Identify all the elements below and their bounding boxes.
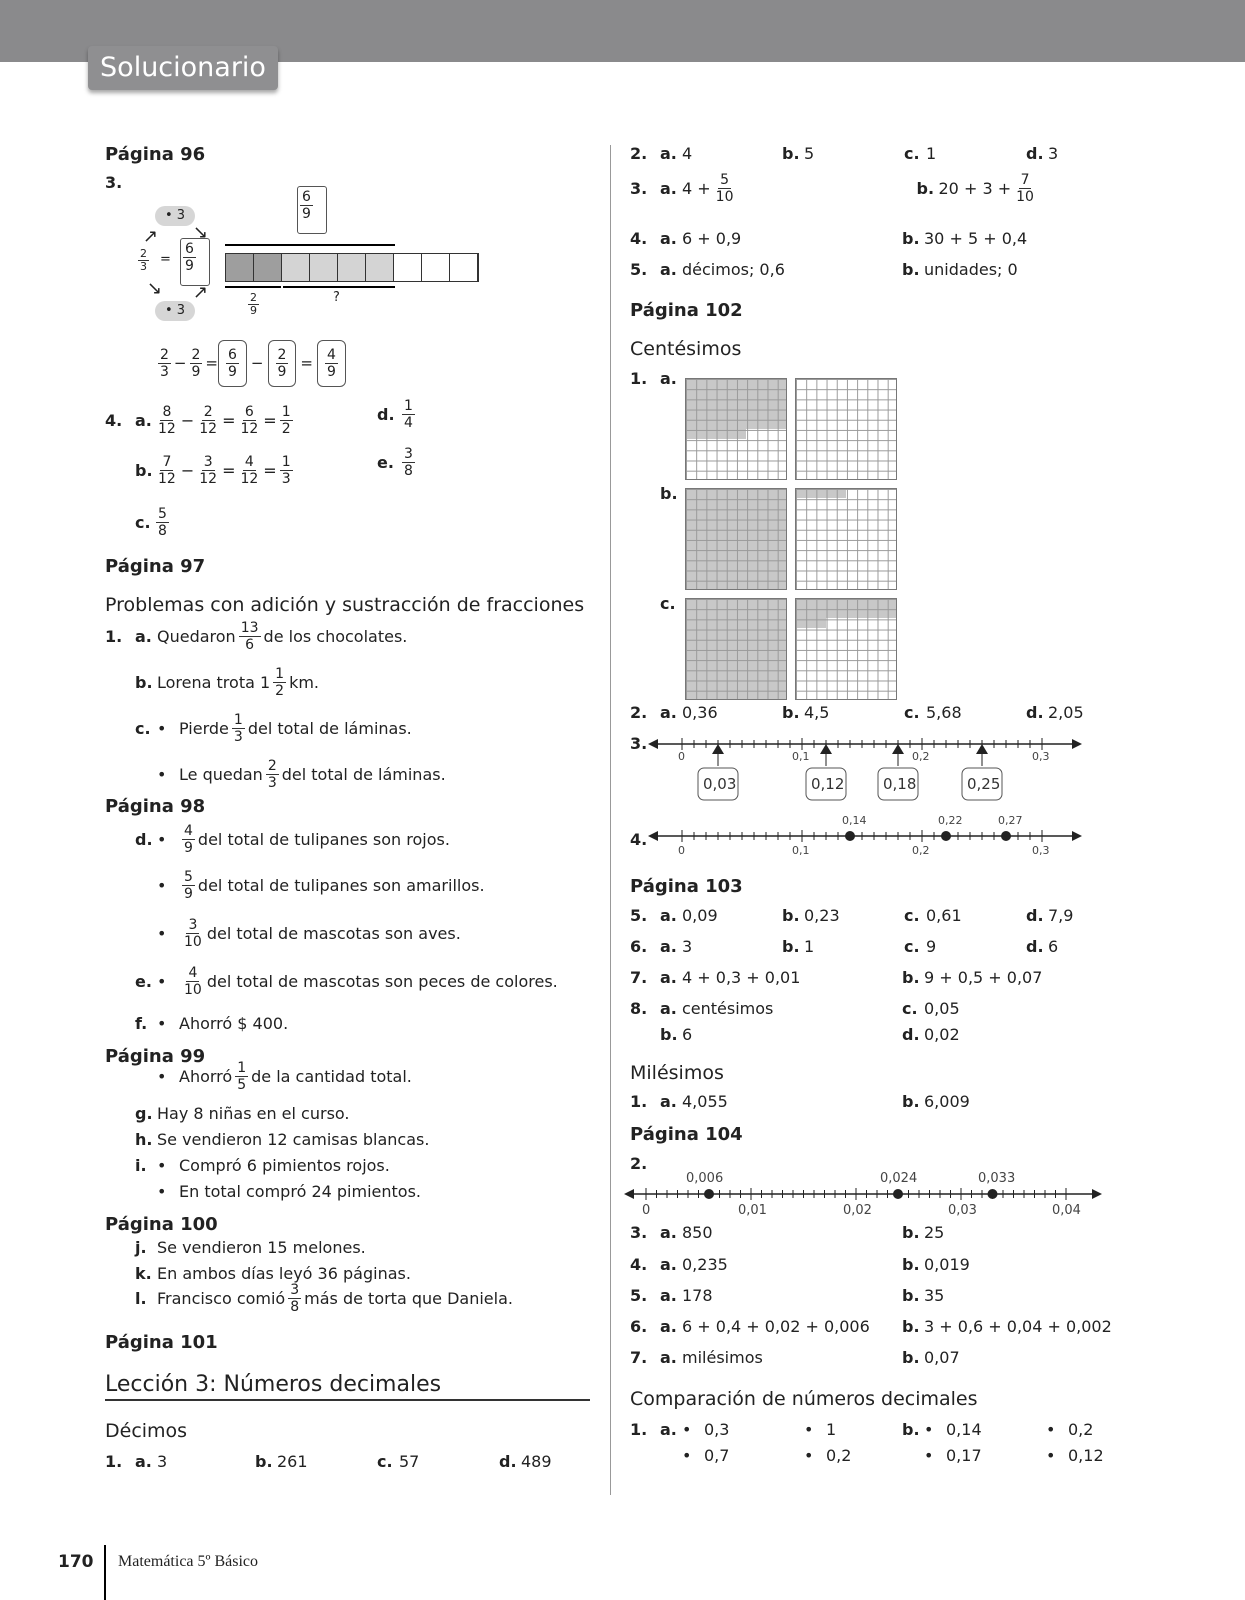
point-label: 0,27 — [998, 814, 1023, 827]
footer-divider — [104, 1545, 106, 1600]
answer-row: 4. a. 6 + 0,9 b. 30 + 5 + 0,4 — [630, 229, 1028, 248]
point-marker — [893, 1189, 903, 1199]
answer-row: 6. a. 3 b. 1 c. 9 d. 6 — [630, 937, 1059, 956]
answer-row: 1. a. 4,055 b. 6,009 — [630, 1092, 970, 1111]
answer-row: 8. a. centésimos c. 0,05 — [630, 999, 960, 1018]
answer-box: 0,18 — [883, 775, 917, 793]
grid-label-c: c. — [660, 594, 676, 613]
arrow-icon: ↘ — [193, 222, 209, 243]
heading-p100: Página 100 — [105, 1214, 218, 1235]
answer-row: 5. a. décimos; 0,6 b. unidades; 0 — [630, 260, 1018, 279]
hundred-grid — [685, 378, 787, 480]
section-badge: Solucionario — [88, 46, 278, 90]
q2-number: 2. — [630, 1154, 648, 1173]
tick-label: 0 — [678, 844, 685, 857]
bracket — [225, 244, 395, 246]
multiplier-bottom: • 3 — [155, 301, 195, 321]
point-marker — [845, 831, 855, 841]
answer-box: 0,12 — [811, 775, 845, 793]
answer-row: i. • Compró 6 pimientos rojos. — [135, 1156, 390, 1175]
answer-row: 1. a. 3 b. 261 c. 57 d. 489 — [105, 1452, 552, 1471]
answer-row: • En total compró 24 pimientos. — [157, 1182, 421, 1201]
fraction: $\frac{6}{9}$ — [228, 346, 237, 380]
answer-row: 5. a. 0,09 b. 0,23 c. 0,61 d. 7,9 — [630, 906, 1074, 925]
tick-label: 0,02 — [843, 1203, 872, 1218]
hundred-grid — [685, 488, 787, 590]
number-line-4 — [646, 812, 1086, 860]
answer-row: 7. a. 4 + 0,3 + 0,01 b. 9 + 0,5 + 0,07 — [630, 968, 1043, 987]
tick-label: 0,1 — [792, 844, 810, 857]
tick-label: 0,2 — [912, 750, 930, 763]
answer-row: h. Se vendieron 12 camisas blancas. — [135, 1130, 430, 1149]
answer-row: e. • $\frac{4}{10}$ del total de mascotas son peces de colores. — [135, 965, 558, 998]
tick-label: 0,03 — [948, 1203, 977, 1218]
heading-p102: Página 102 — [630, 300, 743, 321]
bracket — [225, 286, 281, 288]
heading-p99: Página 99 — [105, 1046, 206, 1067]
q4e-row: e. $\frac{3}{8}$ — [377, 446, 413, 479]
answer-box: 0,25 — [967, 775, 1001, 793]
point-marker — [704, 1189, 714, 1199]
section-title: Milésimos — [630, 1062, 724, 1084]
answer-row: f. • Ahorró $ 400. — [135, 1014, 289, 1033]
fraction: $\frac{4}{9}$ — [327, 346, 336, 380]
answer-row: g. Hay 8 niñas en el curso. — [135, 1104, 350, 1123]
equals-sign: = — [160, 252, 171, 267]
fraction: $\frac{6}{9}$ — [302, 189, 311, 222]
q4a-row: 4. a. $\frac{8}{12}$ − $\frac{2}{12}$ = $\frac{6}{12}$ = $\frac{1}{2}$ — [105, 404, 291, 437]
point-label: 0,024 — [880, 1171, 918, 1186]
section-title: Décimos — [105, 1420, 188, 1442]
grid-label-a: 1. a. — [630, 369, 677, 388]
heading-p104: Página 104 — [630, 1124, 743, 1145]
tick-label: 0,04 — [1052, 1203, 1081, 1218]
answer-row: • $\frac{3}{10}$ del total de mascotas son aves. — [157, 917, 461, 950]
answer-row: 3. a. 4 + $\frac{5}{10}$ b. 20 + 3 + $\frac{7}{10}$ — [630, 172, 1034, 205]
answer-box: 0,03 — [703, 775, 737, 793]
answer-row: d. • $\frac{4}{9}$ del total de tulipanes son rojos. — [135, 823, 450, 856]
fraction-box — [297, 186, 327, 234]
q4c-row: c. $\frac{5}{8}$ — [135, 506, 167, 539]
answer-row: • Le quedan $\frac{2}{3}$ del total de láminas. — [157, 758, 446, 791]
hundred-grid — [795, 488, 897, 590]
point-label: 0,14 — [842, 814, 867, 827]
answer-row: • Ahorró $\frac{1}{5}$ de la cantidad total. — [157, 1060, 412, 1093]
bar-model — [225, 253, 479, 282]
heading-p98: Página 98 — [105, 796, 206, 817]
fraction: $\frac{2}{9}$ — [277, 346, 287, 380]
grid-label-b: b. — [660, 484, 678, 503]
tick-label: 0,01 — [738, 1203, 767, 1218]
q3-number: 3. — [105, 173, 123, 192]
answer-row: 5. a. 178 b. 35 — [630, 1286, 945, 1305]
answer-row: 7. a. milésimos b. 0,07 — [630, 1348, 960, 1367]
tick-label: 0 — [642, 1203, 651, 1218]
heading-p96: Página 96 — [105, 144, 206, 165]
bracket — [283, 286, 395, 288]
question-mark: ? — [333, 290, 340, 305]
fraction: $\frac{2}{9}$ — [191, 346, 201, 380]
arrow-icon: ↗ — [193, 282, 209, 303]
tick-label: 0,3 — [1032, 750, 1050, 763]
number-line-3 — [646, 730, 1086, 810]
fraction: $\frac{6}{9}$ — [185, 241, 194, 274]
answer-row: b. Lorena trota 1 $\frac{1}{2}$ km. — [135, 666, 320, 699]
q4-number: 4. — [630, 830, 648, 849]
q3-number: 3. — [630, 734, 648, 753]
point-label: 0,033 — [978, 1171, 1016, 1186]
answer-row: l. Francisco comió $\frac{3}{8}$ más de torta que Daniela. — [135, 1282, 513, 1315]
section-title: Problemas con adición y sustracción de fracciones — [105, 594, 585, 616]
fraction: $\frac{2}{9}$ — [250, 291, 257, 317]
answer-row: 2. a. 0,36 b. 4,5 c. 5,68 d. 2,05 — [630, 703, 1084, 722]
heading-p97: Página 97 — [105, 556, 206, 577]
answer-row: j. Se vendieron 15 melones. — [135, 1238, 366, 1257]
column-divider — [610, 145, 611, 1495]
number-line-2 — [622, 1170, 1102, 1220]
point-marker — [988, 1189, 998, 1199]
point-label: 0,006 — [686, 1171, 724, 1186]
arrow-icon: ↘ — [147, 278, 163, 299]
point-marker — [941, 831, 951, 841]
fraction: $\frac{2}{3}$ — [160, 346, 169, 380]
fraction-diagram — [135, 186, 495, 326]
book-title: Matemática 5º Básico — [118, 1553, 259, 1570]
tick-label: 0,1 — [792, 750, 810, 763]
fraction-box — [180, 238, 210, 286]
answer-row: b. 6 d. 0,02 — [660, 1025, 960, 1044]
hundred-grid — [685, 598, 787, 700]
tick-label: 0 — [678, 750, 685, 763]
fraction: $\frac{2}{3}$ — [140, 247, 147, 273]
multiplier-top: • 3 — [155, 206, 195, 226]
q3-equation: $\frac{2}{3}$ − $\frac{2}{9}$ = $\frac{6}{9}$ − $\frac{2}{9}$ = $\frac{4}{9}$ — [155, 328, 346, 398]
lesson-title: Lección 3: Números decimales — [105, 1372, 590, 1401]
answer-row: c. • Pierde $\frac{1}{3}$ del total de láminas. — [135, 712, 412, 745]
point-marker — [1001, 831, 1011, 841]
answer-row: k. En ambos días leyó 36 páginas. — [135, 1264, 411, 1283]
q4d-row: d. $\frac{1}{4}$ — [377, 398, 413, 431]
tick-label: 0,2 — [912, 844, 930, 857]
answer-row: 6. a. 6 + 0,4 + 0,02 + 0,006 b. 3 + 0,6 + 0,04 + 0,002 — [630, 1317, 1112, 1336]
answer-row: 3. a. 850 b. 25 — [630, 1223, 945, 1242]
section-title: Comparación de números decimales — [630, 1388, 978, 1410]
answer-row: 1. a. • 0,3 • 1 b. • 0,14 • 0,2 — [630, 1420, 1094, 1439]
arrow-icon: ↗ — [143, 226, 159, 247]
q4b-row: b. $\frac{7}{12}$ − $\frac{3}{12}$ = $\frac{4}{12}$ = $\frac{1}{3}$ — [135, 454, 291, 487]
answer-row: • $\frac{5}{9}$ del total de tulipanes son amarillos. — [157, 869, 485, 902]
answer-row: 2. a. 4 b. 5 c. 1 d. 3 — [630, 144, 1059, 163]
answer-row: 4. a. 0,235 b. 0,019 — [630, 1255, 970, 1274]
answer-row: 1. a. Quedaron $\frac{13}{6}$ de los chocolates. — [105, 620, 408, 653]
hundred-grid — [795, 598, 897, 700]
point-label: 0,22 — [938, 814, 963, 827]
tick-label: 0,3 — [1032, 844, 1050, 857]
page-number: 170 — [58, 1552, 94, 1572]
heading-p103: Página 103 — [630, 876, 743, 897]
heading-p101: Página 101 — [105, 1332, 218, 1353]
answer-row: • 0,7 • 0,2 • 0,17 • 0,12 — [682, 1446, 1104, 1465]
section-title: Centésimos — [630, 338, 742, 360]
hundred-grid — [795, 378, 897, 480]
